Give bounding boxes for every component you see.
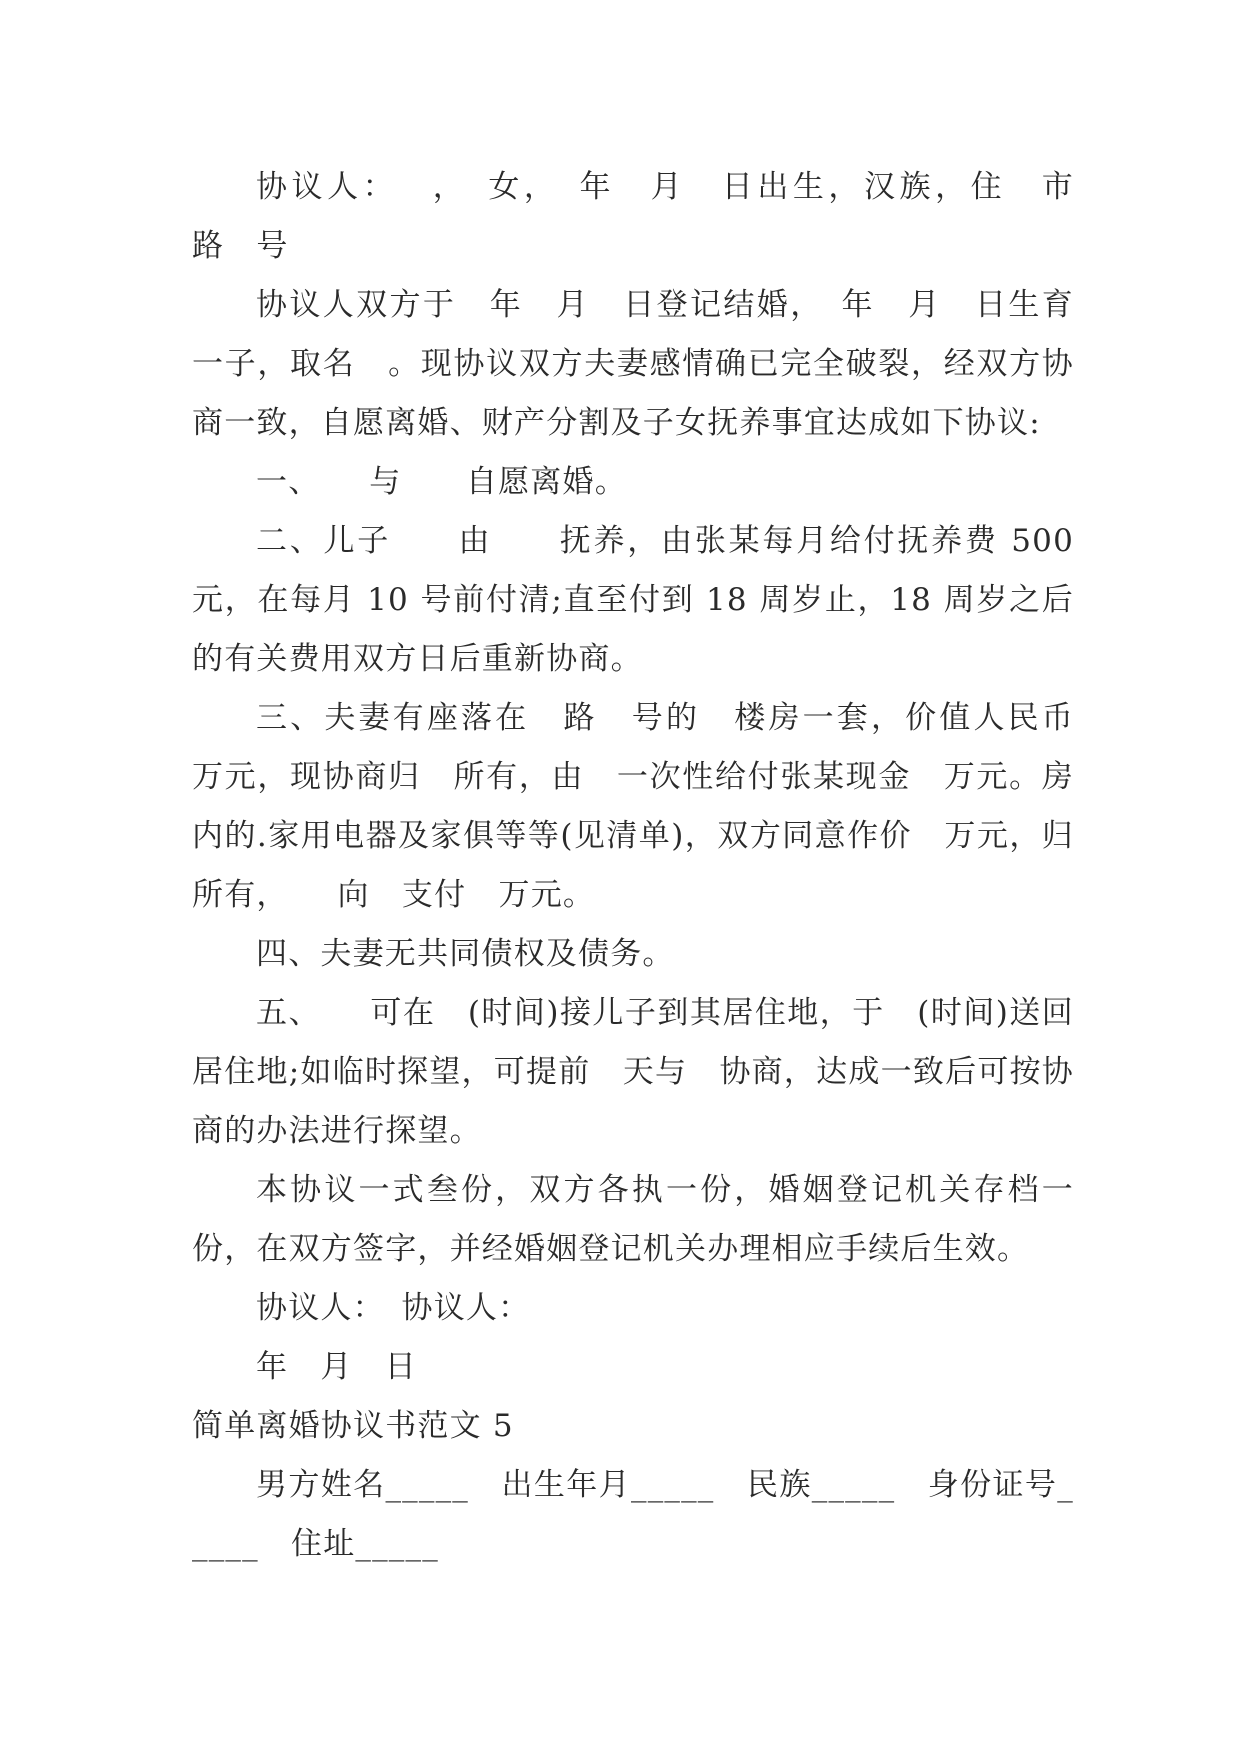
paragraph-clause-2: 二、儿子 由 抚养，由张某每月给付抚养费 500 元，在每月 10 号前付清;直至付到 18 周岁止，18 周岁之后的有关费用双方日后重新协商。	[192, 523, 1086, 677]
paragraph-date: 年 月 日	[256, 1349, 417, 1385]
paragraph-party-info: 协议人： ， 女， 年 月 日出生，汉族，住 市 路 号	[192, 169, 1139, 264]
paragraph-clause-4: 四、夫妻无共同债权及债务。	[256, 936, 675, 972]
document-body	[192, 158, 1139, 1574]
paragraph-clause-5: 五、 可在 (时间)接儿子到其居住地，于 (时间)送回居住地;如临时探望，可提前 天与 协商，达成一致后可按协商的办法进行探望。	[192, 995, 1074, 1149]
paragraph-copies: 本协议一式叁份，双方各执一份，婚姻登记机关存档一份，在双方签字，并经婚姻登记机关办理相应手续后生效。	[192, 1172, 1074, 1267]
paragraph-form-fields: 男方姓名_____ 出生年月_____ 民族_____ 身份证号_____ 住址_____	[192, 1467, 1074, 1562]
paragraph-signatures: 协议人： 协议人：	[256, 1290, 531, 1326]
paragraph-clause-1: 一、 与 自愿离婚。	[256, 464, 627, 500]
paragraph-marriage-facts: 协议人双方于 年 月 日登记结婚， 年 月 日生育一子，取名 。现协议双方夫妻感情确已完全破裂，经双方协商一致，自愿离婚、财产分割及子女抚养事宜达成如下协议:	[192, 287, 1074, 441]
paragraph-clause-3: 三、夫妻有座落在 路 号的 楼房一套，价值人民币 万元，现协商归 所有，由 一次性给付张某现金 万元。房内的.家用电器及家俱等等(见清单)，双方同意作价 万元，归 所有， 向 支付 万元。	[192, 700, 1107, 913]
section-heading: 简单离婚协议书范文 5	[192, 1408, 514, 1444]
